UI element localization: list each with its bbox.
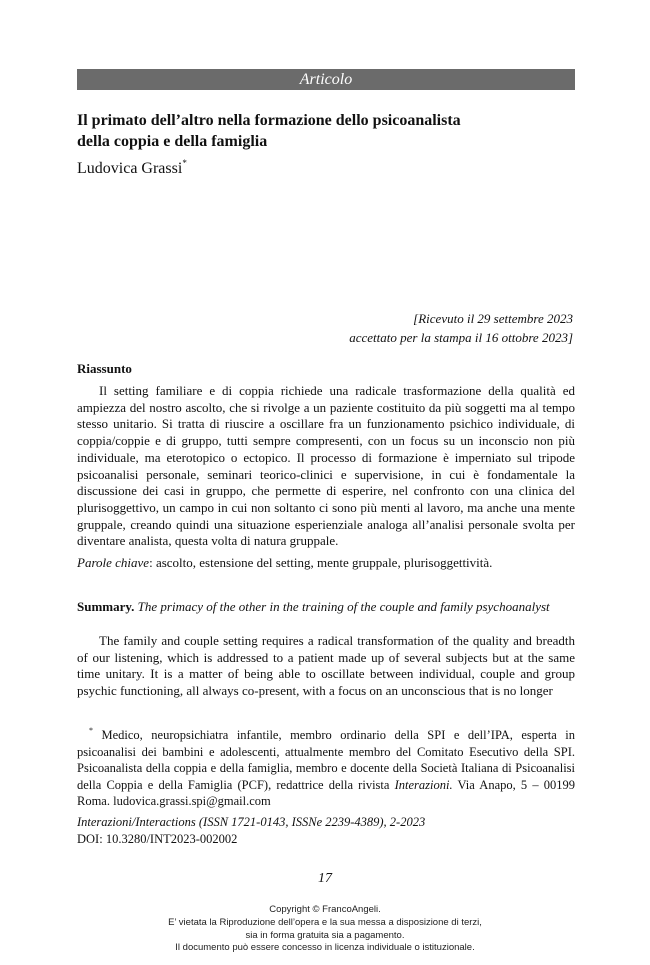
keywords-label: Parole chiave [77,555,150,570]
footnote-mark: * [89,726,93,735]
keywords-text: : ascolto, estensione del setting, mente gruppale, plurisoggettività. [149,555,493,570]
accepted-line: accettato per la stampa il 16 ottobre 2023] [349,330,573,345]
footnote-journal: Interazioni. [394,777,453,792]
page-number: 17 [318,871,332,886]
author-text: Ludovica Grassi [77,160,183,177]
footnote-text: Medico, neuropsichiatra infantile, membro ordinario della SPI e dell’IPA, esperta in psicoanalisi dei bambini e adolescenti, attualmente membro del Comitato Esecutivo della SPI. Psicoanalista della coppia e della famiglia, membro e docente della Società Italiana di Psicoanalisi della Coppia e della Famiglia (PCF), redattrice della rivista [77,728,575,792]
copyright-line: Copyright © FrancoAngeli. [269,904,381,915]
summary-heading [77,599,575,615]
received-dates [153,309,573,347]
copyright-line: Il documento può essere concesso in licenza individuale o istituzionale. [175,942,475,954]
author-footnote-mark: * [182,158,187,168]
journal-info [77,814,425,847]
received-line: [Ricevuto il 29 settembre 2023 [413,311,573,326]
article-title [77,110,577,152]
summary-paragraph: The family and couple setting requires a radical transformation of the quality and breadth of our listening, which is addressed to a patient made up of several subjects but at the same time unitary. It is a matter of being able to oscillate between individual, couple and group psychic functioning, all always co-present, with a focus on an unconscious that is no longer [77,633,575,699]
summary-subtitle: The primacy of the other in the training of the couple and family psychoanalyst [137,599,550,614]
riassunto-paragraph: Il setting familiare e di coppia richiede una radicale trasformazione della qualità ed ampiezza del nostro ascolto, che si rivolge a un paziente costituito da più soggetti ma al tempo stesso unitario. Si tratta di riuscire a oscillare fra un funzionamento psichico individuale, di coppia/coppie e di gruppo, tutti sempre compresenti, con un focus su un inconscio non più individuale, ma eterotopico o ectopico. Il processo di formazione è imperniato sul tripode psicoanalisi personale, seminari teorico-clinici e supervisione, in cui è fondamentale la discussione dei casi in gruppo, che permette di esperire, nel confronto con una clinica del plurisoggettivo, un campo in cui non soltanto ci sono più menti al lavoro, ma anche una mente gruppale, creando quindi una situazione esperienziale analoga all’analisi personale svolta per diventare analista, questa volta di natura gruppale. [77,383,575,549]
copyright-line: sia in forma gratuita sia a pagamento. [245,929,405,941]
keywords [77,555,575,571]
journal-citation: Interazioni/Interactions (ISSN 1721-0143, ISSNe 2239-4389), 2-2023 [77,815,426,829]
section-banner: Articolo [77,69,575,90]
author-footnote [77,723,575,810]
doi: DOI: 10.3280/INT2023-002002 [77,831,238,846]
title-line-1: Il primato dell’altro nella formazione dello psicoanalista [77,112,461,129]
title-line-2: della coppia e della famiglia [77,133,268,150]
summary-label: Summary. [77,599,135,614]
footnote-address: Via Anapo, 5 – 00199 Roma. ludovica.grassi.spi@gmail.com [77,777,575,808]
copyright-line: E’ vietata la Riproduzione dell’opera e la sua messa a disposizione di terzi, [168,916,482,928]
copyright-notice [0,904,650,955]
author-name [77,153,187,179]
riassunto-heading: Riassunto [77,361,132,376]
